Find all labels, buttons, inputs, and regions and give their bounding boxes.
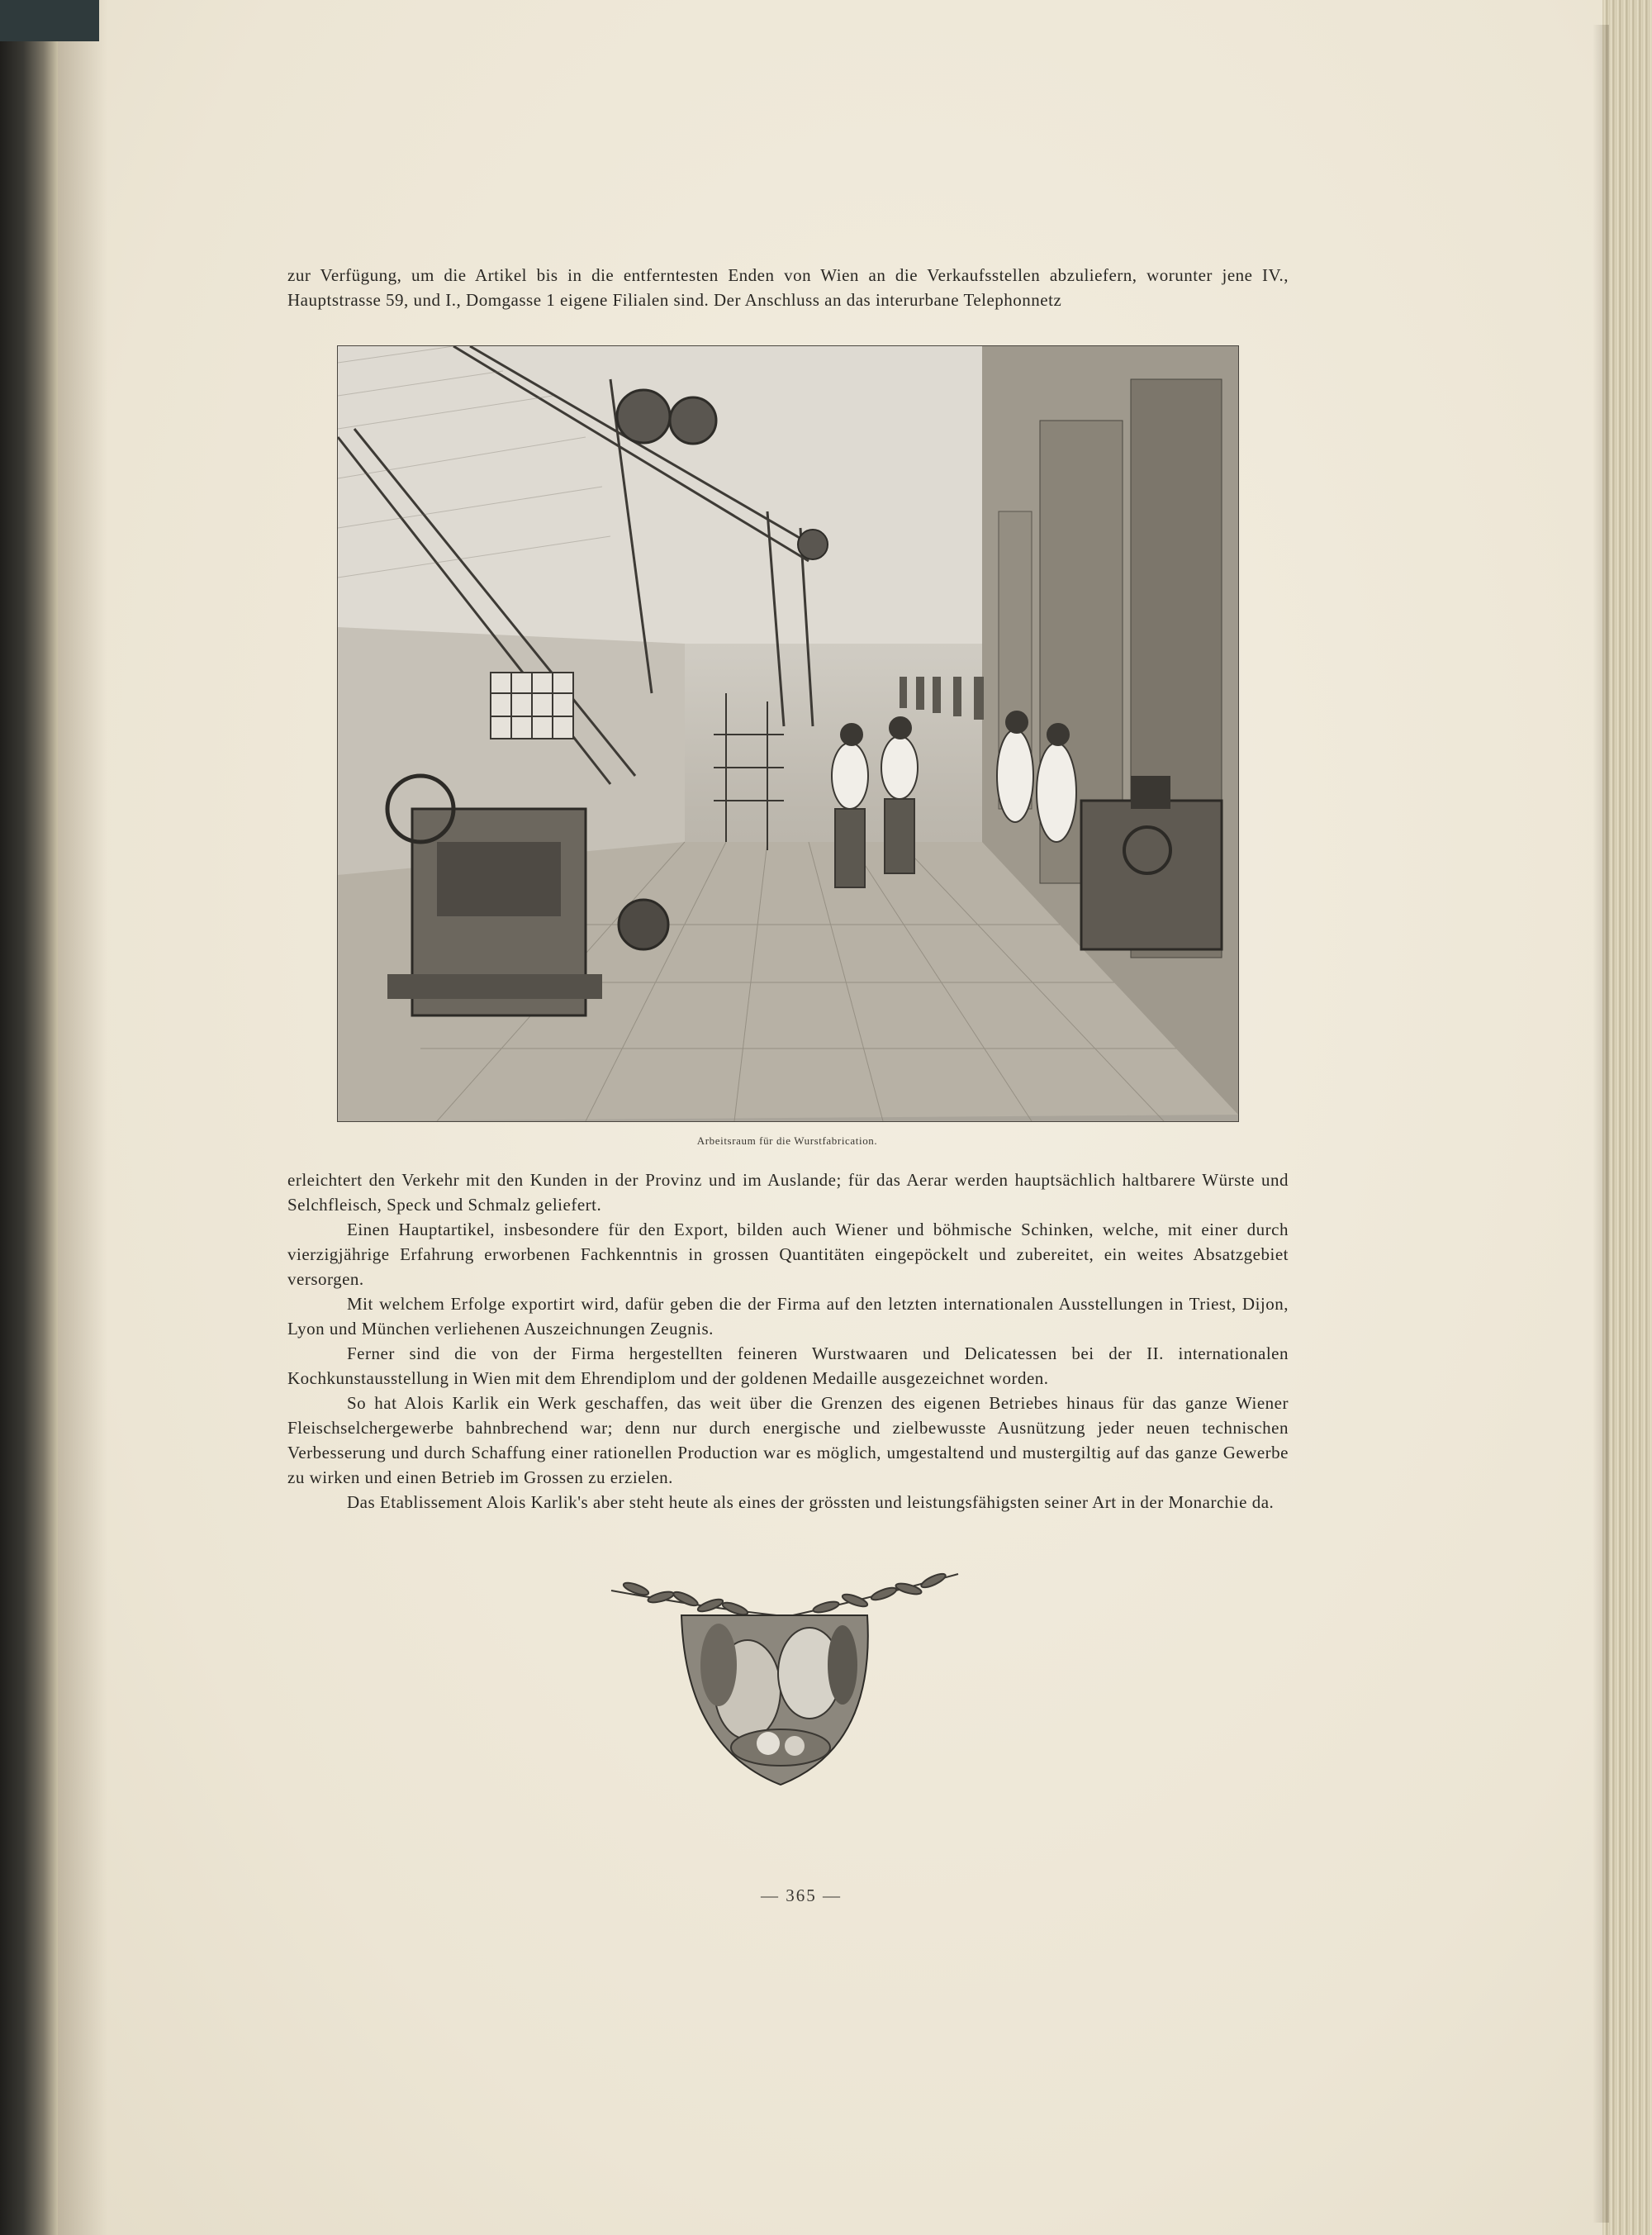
book-spine [0, 0, 58, 2235]
workshop-engraving [337, 345, 1239, 1122]
workshop-engraving-drawing [338, 346, 1238, 1121]
body-paragraph-1: erleichtert den Verkehr mit den Kunden in der Provinz und im Auslande; für das Aerar werden hauptsächlich haltbarere Würste und Selchfleisch, Speck und Schmalz geliefert. [287, 1170, 1289, 1215]
page-edge-shadow [1593, 25, 1609, 2223]
binding-corner [0, 0, 99, 41]
page-number: — 365 — [761, 1885, 842, 1905]
body-paragraph-2: Einen Hauptartikel, insbesondere für den Export, bilden auch Wiener und böhmische Schinken, welche, mit einer durch vierzigjährige Erfahrung erworbenen Fachkenntnis in grossen Quantitäten eingepöckelt und zubereitet, ein weites Absatzgebiet versorgen. [287, 1220, 1289, 1289]
decorative-vignette [603, 1557, 966, 1797]
top-paragraph: zur Verfügung, um die Artikel bis in die entferntesten Enden von Wien an die Verkaufsstellen abzuliefern, worunter jene IV., Hauptstrasse 59, und I., Domgasse 1 eigene Filialen sind. Der Anschluss an das interurbane Telephonnetz [287, 265, 1289, 310]
top-text-block [287, 263, 1289, 312]
figure-caption: Arbeitsraum für die Wurstfabrication. [696, 1134, 878, 1147]
gutter-shadow [58, 0, 107, 2235]
page-edges [1602, 0, 1652, 2235]
body-paragraph-3: Mit welchem Erfolge exportirt wird, dafür geben die der Firma auf den letzten internationalen Ausstellungen in Triest, Dijon, Lyon und München verliehenen Auszeichnungen Zeugnis. [287, 1294, 1289, 1339]
body-paragraph-5: So hat Alois Karlik ein Werk geschaffen, das weit über die Grenzen des eigenen Betriebes hinaus für das ganze Wiener Fleischselchergewerbe bahnbrechend war; denn nur durch energische und zielbewusste Ausnützung jeder neuen technischen Verbesserung und durch Schaffung einer rationellen Production war es möglich, umgestaltend und mustergiltig auf das ganze Gewerbe zu wirken und einen Betrieb im Grossen zu erzielen. [287, 1393, 1289, 1487]
body-text-block [287, 1167, 1289, 1515]
vignette-drawing [603, 1557, 966, 1797]
body-paragraph-6: Das Etablissement Alois Karlik's aber steht heute als eines der grössten und leistungsfähigsten seiner Art in der Monarchie da. [347, 1492, 1275, 1512]
body-paragraph-4: Ferner sind die von der Firma hergestellten feineren Wurstwaaren und Delicatessen bei der II. internationalen Kochkunstausstellung in Wien mit dem Ehrendiplom und der goldenen Medaille ausgezeichnet worden. [287, 1343, 1289, 1388]
